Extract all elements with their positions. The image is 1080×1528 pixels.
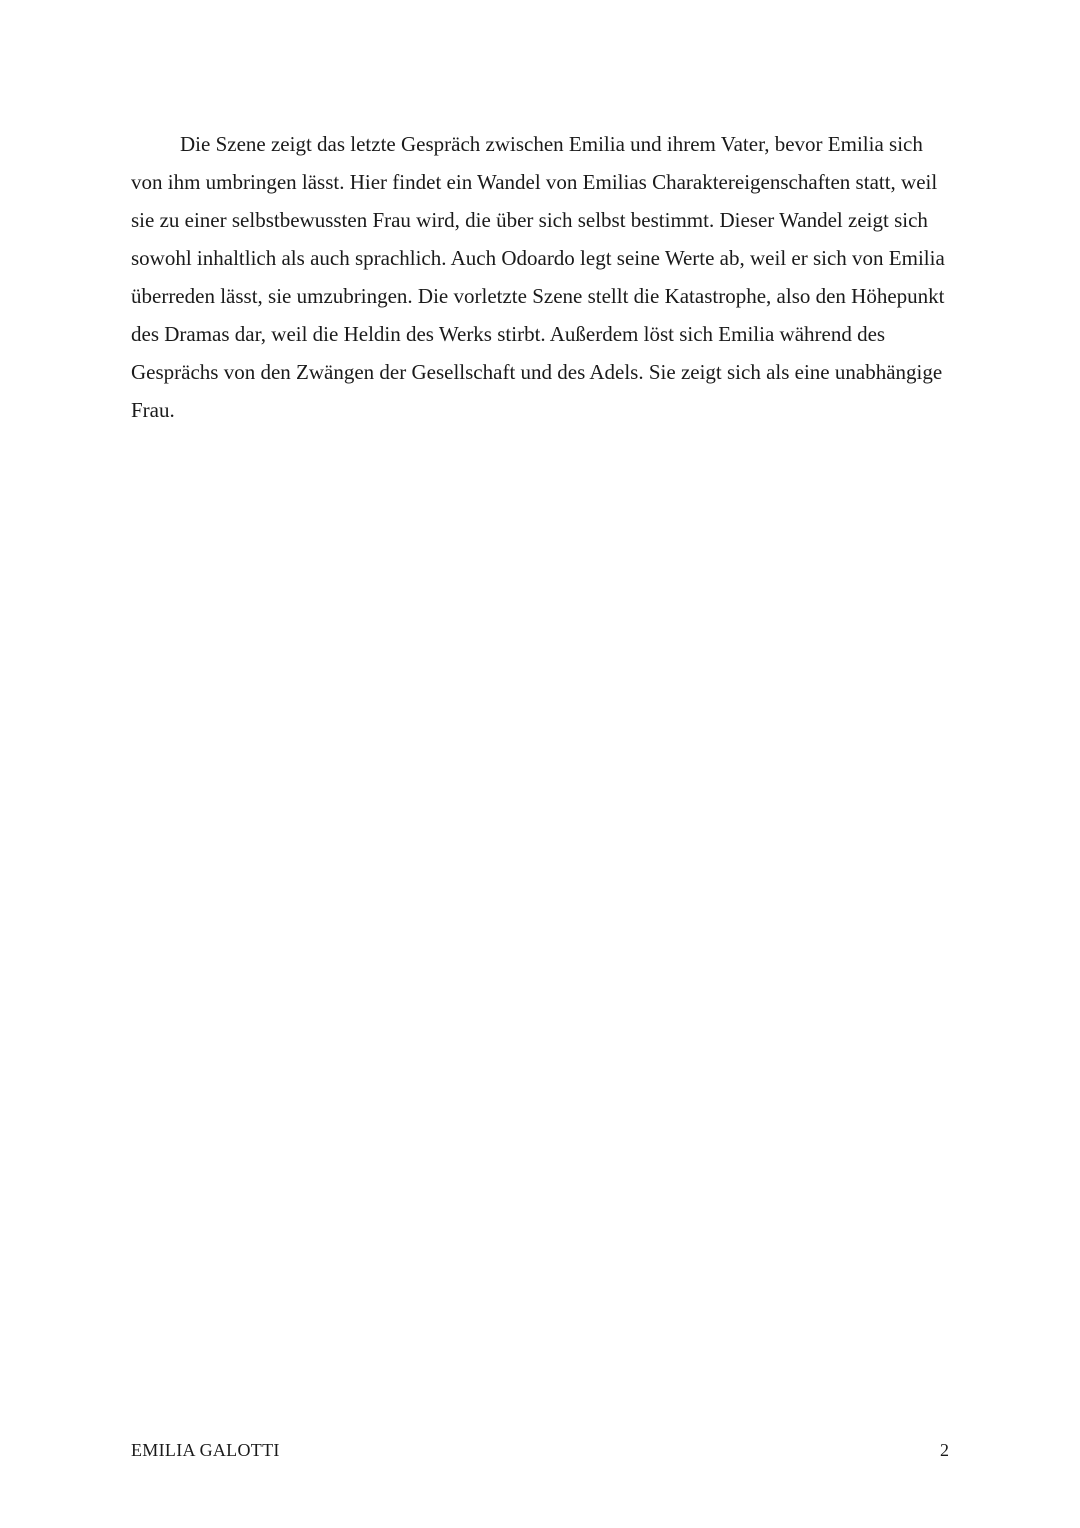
body-paragraph: Die Szene zeigt das letzte Gespräch zwischen Emilia und ihrem Vater, bevor Emilia sich von ihm umbringen lässt. Hier findet ein Wandel von Emilias Charaktereigenschaften statt, weil sie zu einer selbstbewussten Frau wird, die über sich selbst bestimmt. Dieser Wandel zeigt sich sowohl inhaltlich als auch sprachlich. Auch Odoardo legt seine Werte ab, weil er sich von Emilia überreden lässt, sie umzubringen. Die vorletzte Szene stellt die Katastrophe, also den Höhepunkt des Dramas dar, weil die Heldin des Werks stirbt. Außerdem löst sich Emilia während des Gesprächs von den Zwängen der Gesellschaft und des Adels. Sie zeigt sich als eine unabhängige Frau. xyxy=(131,132,945,422)
footer-document-title: EMILIA GALOTTI xyxy=(131,1440,280,1460)
footer-page-number: 2 xyxy=(940,1440,949,1460)
